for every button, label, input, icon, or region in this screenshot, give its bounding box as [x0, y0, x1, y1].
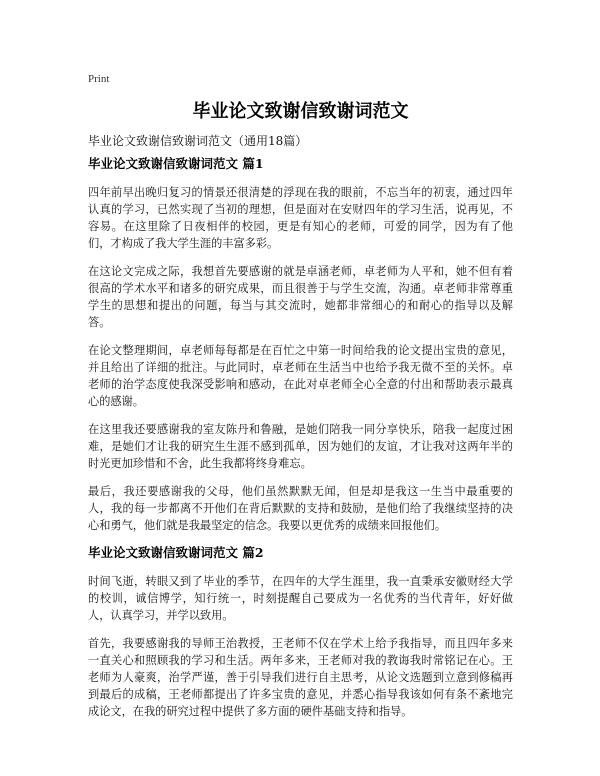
- paragraph: 首先，我要感谢我的导师王治教授，王老师不仅在学术上给予我指导，而且四年多来一直关心和照顾我的学习和生活。两年多来，王老师对我的教诲我时常铭记在心。王老师为人豪爽，治学严谨，善于引导我们进行自主思考，从论文选题到立意到修稿再到最后的成稿，王老师都提出了许多宝贵的意见，并悉心指导我该如何有条不紊地完成论文，在我的研究过程中提供了多方面的硬件基础支持和指导。: [88, 637, 513, 718]
- paragraph: 时间飞逝，转眼又到了毕业的季节，在四年的大学生涯里，我一直秉承安徽财经大学的校训，诚信博学，知行统一，时刻提醒自己要成为一名优秀的当代青年，好好做人，认真学习，并学以致用。: [88, 575, 513, 622]
- essay-section-2: [88, 545, 513, 720]
- document-subtitle: 毕业论文致谢信致谢词范文（通用18篇）: [88, 134, 308, 148]
- article-body: [88, 156, 513, 731]
- section-heading: 毕业论文致谢信致谢词范文 篇1: [88, 156, 264, 171]
- paragraph: 四年前早出晚归复习的情景还很清楚的浮现在我的眼前，不忘当年的初衷，通过四年认真的学习，已然实现了当初的理想，但是面对在安财四年的学习生活，说再见，不容易。在这里除了日夜相伴的校园，更是有知心的老师，可爱的同学，因为有了他们，才构成了我大学生涯的丰富多彩。: [88, 186, 513, 250]
- document-title: 毕业论文致谢信致谢词范文: [192, 101, 409, 122]
- section-heading: 毕业论文致谢信致谢词范文 篇2: [88, 545, 264, 560]
- essay-section-1: [88, 156, 513, 534]
- paragraph: 在这论文完成之际，我想首先要感谢的就是卓涵老师，卓老师为人平和，她不但有着很高的学术水平和诸多的研究成果，而且很善于与学生交流，沟通。卓老师非常尊重学生的思想和提出的问题，每当与其交流时，她都非常细心的和耐心的指导以及解答。: [88, 265, 513, 329]
- paragraph: 在这里我还要感谢我的室友陈丹和鲁融，是她们陪我一同分享快乐，陪我一起度过困难，是她们才让我的研究生生涯不感到孤单，因为她们的友谊，才让我对这两年半的时光更加珍惜和不舍，此生我都将终身难忘。: [88, 423, 513, 470]
- paragraph: 在论文整理期间，卓老师每每都是在百忙之中第一时间给我的论文提出宝贵的意见，并且给出了详细的批注。与此同时，卓老师在生活当中也给予我无微不至的关怀。卓老师的治学态度使我深受影响和感动，在此对卓老师全心全意的付出和帮助表示最真心的感谢。: [88, 344, 513, 408]
- paragraph: 最后，我还要感谢我的父母，他们虽然默默无闻，但是却是我这一生当中最重要的人，我的每一步都离不开他们在背后默默的支持和鼓励，是他们给了我继续坚持的决心和勇气，他们就是我最坚定的信念。我要以更优秀的成绩来回报他们。: [88, 485, 513, 532]
- print-label: Print: [88, 73, 110, 85]
